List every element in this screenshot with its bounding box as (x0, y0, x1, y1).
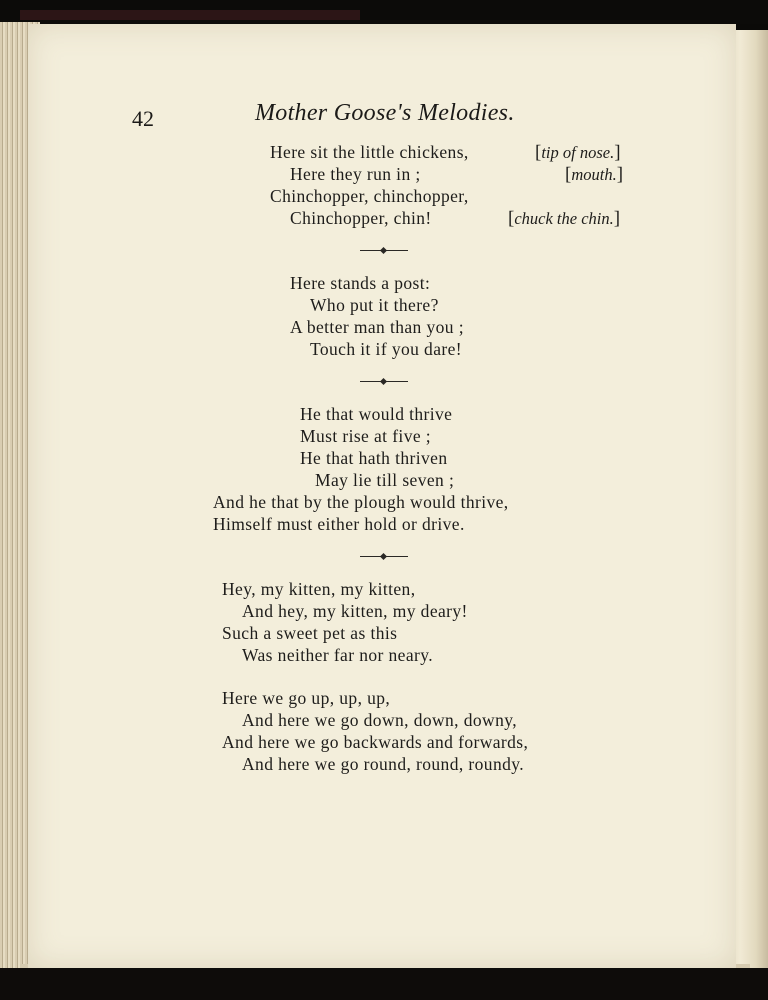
poem4-line-2: And hey, my kitten, my deary! (242, 601, 468, 621)
stage-note-2: [mouth.] (565, 164, 624, 185)
poem3-line-2: Must rise at five ; (300, 426, 432, 446)
poem3-line-4: May lie till seven ; (315, 470, 455, 490)
poem3-line-1: He that would thrive (300, 404, 453, 424)
stage-note-2-text: mouth. (571, 165, 617, 184)
poem1-line-1: Here sit the little chickens, (270, 142, 469, 162)
section-divider (360, 552, 408, 562)
running-title: Mother Goose's Melodies. (255, 100, 515, 126)
poem3-line-6: Himself must either hold or drive. (213, 514, 465, 534)
poem3-line-3: He that hath thriven (300, 448, 448, 468)
poem2-line-1: Here stands a post: (290, 273, 431, 293)
section-divider (360, 246, 408, 256)
poem5-line-3: And here we go backwards and forwards, (222, 732, 529, 752)
poem4-line-4: Was neither far nor neary. (242, 645, 434, 665)
poem5-line-4: And here we go round, round, roundy. (242, 754, 525, 774)
background-bottom (0, 968, 768, 1000)
poem5-line-1: Here we go up, up, up, (222, 688, 391, 708)
page-number: 42 (132, 106, 154, 131)
book-cover-edge (20, 10, 360, 20)
poem2-line-4: Touch it if you dare! (310, 339, 462, 359)
stage-note-1: [tip of nose.] (535, 142, 621, 163)
stage-note-1-text: tip of nose. (541, 143, 615, 162)
section-divider (360, 377, 408, 387)
stage-note-3: [chuck the chin.] (508, 208, 621, 229)
poem1-line-3: Chinchopper, chinchopper, (270, 186, 469, 206)
poem4-line-1: Hey, my kitten, my kitten, (222, 579, 416, 599)
poem2-line-3: A better man than you ; (290, 317, 464, 337)
poem2-line-2: Who put it there? (310, 295, 439, 315)
poem3-line-5: And he that by the plough would thrive, (213, 492, 509, 512)
stage-note-3-text: chuck the chin. (514, 209, 614, 228)
poem1-line-2: Here they run in ; (290, 164, 421, 184)
poem1-line-4: Chinchopper, chin! (290, 208, 432, 228)
poem4-line-3: Such a sweet pet as this (222, 623, 398, 643)
poem5-line-2: And here we go down, down, downy, (242, 710, 518, 730)
